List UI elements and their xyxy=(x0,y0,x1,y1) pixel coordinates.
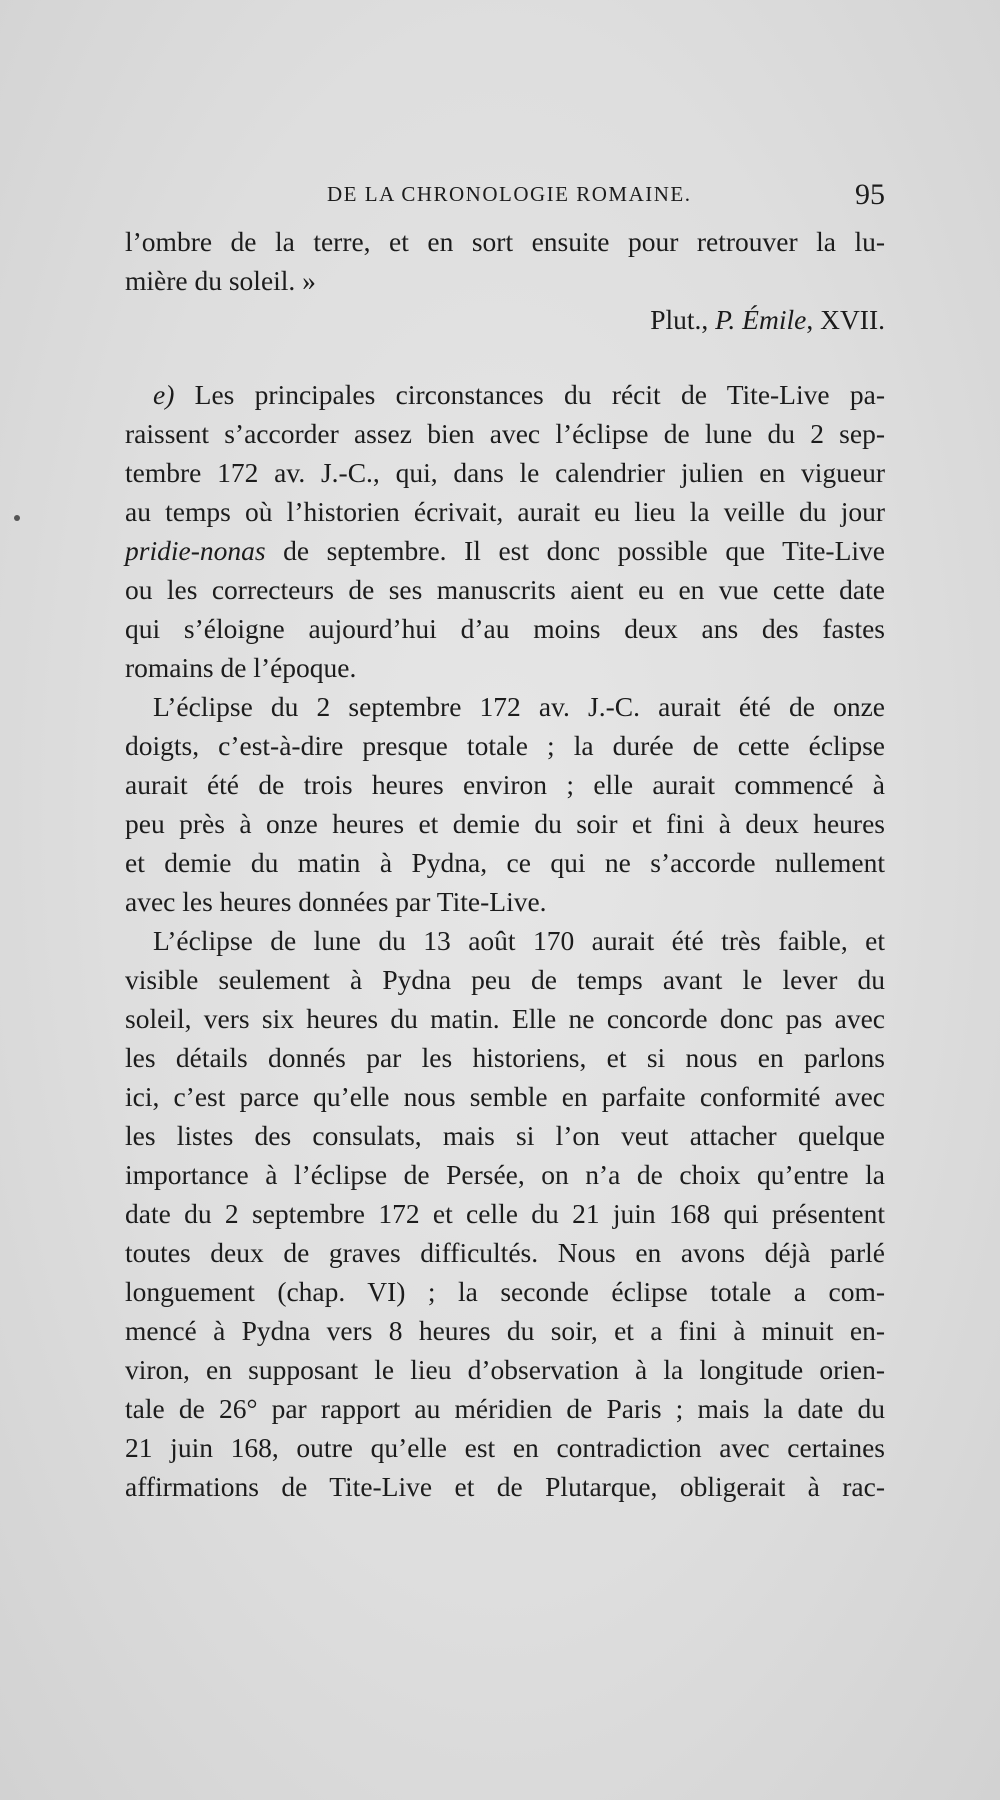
running-header xyxy=(125,178,885,214)
text-line: importance à l’éclipse de Persée, on n’a de choix qu’entre la xyxy=(125,1159,885,1190)
text-line: au temps où l’historien écrivait, aurait eu lieu la veille du jour xyxy=(125,496,885,527)
text-line: mencé à Pydna vers 8 heures du soir, et a fini à minuit en- xyxy=(125,1315,885,1346)
text-line: e) Les principales circonstances du récit de Tite-Live pa- xyxy=(153,379,885,410)
text-line: tembre 172 av. J.-C., qui, dans le calendrier julien en vigueur xyxy=(125,457,885,488)
text-line: peu près à onze heures et demie du soir et fini à deux heures xyxy=(125,808,885,839)
text-line: toutes deux de graves difficultés. Nous en avons déjà parlé xyxy=(125,1237,885,1268)
text-line: L’éclipse de lune du 13 août 170 aurait été très faible, et xyxy=(153,925,885,956)
paragraph-gap xyxy=(125,339,885,375)
text-line: affirmations de Tite-Live et de Plutarque, obligerait à rac- xyxy=(125,1471,885,1502)
text-line: doigts, c’est-à-dire presque totale ; la durée de cette éclipse xyxy=(125,730,885,761)
text-line: longuement (chap. VI) ; la seconde éclipse totale a com- xyxy=(125,1276,885,1307)
text-line: L’éclipse du 2 septembre 172 av. J.-C. aurait été de onze xyxy=(153,691,885,722)
running-title: DE LA CHRONOLOGIE ROMAINE. xyxy=(327,182,692,206)
text-line: soleil, vers six heures du matin. Elle ne concorde donc pas avec xyxy=(125,1003,885,1034)
text-line: avec les heures données par Tite-Live. xyxy=(125,886,547,917)
text-line: ou les correcteurs de ses manuscrits aient eu en vue cette date xyxy=(125,574,885,605)
text-line: qui s’éloigne aujourd’hui d’au moins deux ans des fastes xyxy=(125,613,885,644)
text-line: les détails donnés par les historiens, et si nous en parlons xyxy=(125,1042,885,1073)
text-line: romains de l’époque. xyxy=(125,652,357,683)
citation-line: Plut., P. Émile, XVII. xyxy=(650,304,885,335)
ink-speck xyxy=(14,515,20,521)
text-line: ici, c’est parce qu’elle nous semble en parfaite conformité avec xyxy=(125,1081,885,1112)
body-text xyxy=(125,222,885,1506)
text-line: visible seulement à Pydna peu de temps avant le lever du xyxy=(125,964,885,995)
text-line: 21 juin 168, outre qu’elle est en contradiction avec certaines xyxy=(125,1432,885,1463)
text-line: aurait été de trois heures environ ; elle aurait commencé à xyxy=(125,769,885,800)
text-line: raissent s’accorder assez bien avec l’éclipse de lune du 2 sep- xyxy=(125,418,885,449)
text-line: et demie du matin à Pydna, ce qui ne s’accorde nullement xyxy=(125,847,885,878)
text-line: pridie-nonas de septembre. Il est donc possible que Tite-Live xyxy=(125,535,885,566)
text-line: l’ombre de la terre, et en sort ensuite pour retrouver la lu- xyxy=(125,226,885,257)
text-line: viron, en supposant le lieu d’observation à la longitude orien- xyxy=(125,1354,885,1385)
text-line: date du 2 septembre 172 et celle du 21 juin 168 qui présentent xyxy=(125,1198,885,1229)
text-line: mière du soleil. » xyxy=(125,265,316,296)
text-line: tale de 26° par rapport au méridien de Paris ; mais la date du xyxy=(125,1393,885,1424)
text-line: les listes des consulats, mais si l’on veut attacher quelque xyxy=(125,1120,885,1151)
page-number: 95 xyxy=(855,178,885,211)
